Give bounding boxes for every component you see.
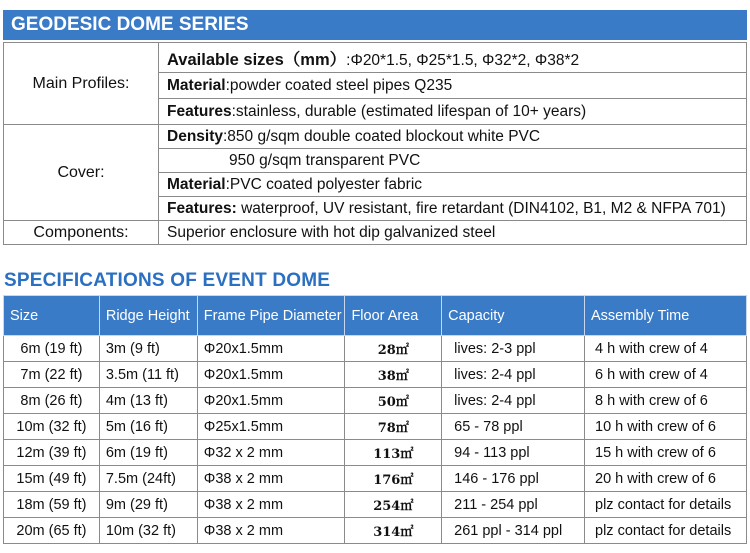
table-row [4,414,747,440]
cell-assembly-time: 6 h with crew of 4 [585,362,747,388]
cell-pipe-diameter: Φ20x1.5mm [197,336,345,362]
cell-ridge-height: 5m (16 ft) [99,414,197,440]
cell-ridge-height: 3m (9 ft) [99,336,197,362]
cell-floor-area: 78㎡ [345,414,442,440]
cell-pipe-diameter: Φ38 x 2 mm [197,492,345,518]
cell-ridge-height: 10m (32 ft) [99,518,197,544]
cell-size: 12m (39 ft) [4,440,100,466]
cell-assembly-time: plz contact for details [585,492,747,518]
cell-assembly-time: plz contact for details [585,518,747,544]
cell-floor-area: 314㎡ [345,518,442,544]
geodesic-table [3,42,747,245]
table-row [4,466,747,492]
cell-capacity: lives: 2-4 ppl [442,362,585,388]
cell-size: 8m (26 ft) [4,388,100,414]
cell-ridge-height: 7.5m (24ft) [99,466,197,492]
material-row [159,73,747,99]
cell-pipe-diameter: Φ25x1.5mm [197,414,345,440]
cell-capacity: 94 - 113 ppl [442,440,585,466]
cell-floor-area: 50㎡ [345,388,442,414]
cell-assembly-time: 8 h with crew of 6 [585,388,747,414]
cell-assembly-time: 15 h with crew of 6 [585,440,747,466]
cell-floor-area: 28㎡ [345,336,442,362]
table-row [4,440,747,466]
cell-size: 18m (59 ft) [4,492,100,518]
cell-size: 7m (22 ft) [4,362,100,388]
cell-capacity: lives: 2-4 ppl [442,388,585,414]
cover-label: Cover: [4,125,159,221]
cell-assembly-time: 20 h with crew of 6 [585,466,747,492]
cell-pipe-diameter: Φ38 x 2 mm [197,466,345,492]
cell-floor-area: 254㎡ [345,492,442,518]
components-label: Components: [4,221,159,245]
cover-features-value: waterproof, UV resistant, fire retardant (DIN4102, B1, M2 & NFPA 701) [236,199,726,217]
features-value: :stainless, durable (estimated lifespan of 10+ years) [231,102,587,120]
table-row [4,492,747,518]
cover-features-key: Features: [167,199,237,217]
cover-material-value: :PVC coated polyester fabric [225,175,423,193]
sizes-value: :Φ20*1.5, Φ25*1.5, Φ32*2, Φ38*2 [346,51,580,69]
header-frame-pipe-diameter: Frame Pipe Diameter [197,296,345,336]
sizes-row [159,43,747,73]
header-floor-area: Floor Area [345,296,442,336]
cell-size: 6m (19 ft) [4,336,100,362]
table-row [4,336,747,362]
cell-size: 15m (49 ft) [4,466,100,492]
cell-ridge-height: 3.5m (11 ft) [99,362,197,388]
table-row [4,518,747,544]
cell-ridge-height: 4m (13 ft) [99,388,197,414]
header-assembly-time: Assembly Time [585,296,747,336]
cover-material-key: Material [167,175,226,193]
sizes-key: Available sizes（mm） [167,50,347,69]
table-row [4,362,747,388]
cell-floor-area: 113㎡ [345,440,442,466]
cell-ridge-height: 6m (19 ft) [99,440,197,466]
components-value: Superior enclosure with hot dip galvanized steel [159,221,747,245]
cover-features-row [159,197,747,221]
header-size: Size [4,296,100,336]
spec-table [3,295,747,544]
cell-size: 20m (65 ft) [4,518,100,544]
density-row-2: 950 g/sqm transparent PVC [159,149,747,173]
features-row [159,99,747,125]
header-capacity: Capacity [442,296,585,336]
density-row [159,125,747,149]
material-value: :powder coated steel pipes Q235 [225,76,453,94]
features-key: Features [167,102,232,120]
header-ridge-height: Ridge Height [99,296,197,336]
cell-capacity: 261 ppl - 314 ppl [442,518,585,544]
density-value: :850 g/sqm double coated blockout white PVC [223,127,541,145]
spec-header-row [4,296,747,336]
cell-pipe-diameter: Φ20x1.5mm [197,362,345,388]
material-key: Material [167,76,226,94]
cover-material-row [159,173,747,197]
cell-pipe-diameter: Φ38 x 2 mm [197,518,345,544]
cell-ridge-height: 9m (29 ft) [99,492,197,518]
table-row [4,388,747,414]
cell-size: 10m (32 ft) [4,414,100,440]
cell-capacity: 146 - 176 ppl [442,466,585,492]
cell-pipe-diameter: Φ32 x 2 mm [197,440,345,466]
main-profiles-label: Main Profiles: [4,43,159,125]
density-key: Density [167,127,223,145]
geodesic-title: GEODESIC DOME SERIES [3,10,747,40]
cell-assembly-time: 4 h with crew of 4 [585,336,747,362]
cell-floor-area: 38㎡ [345,362,442,388]
spec-title: SPECIFICATIONS OF EVENT DOME [4,270,331,291]
cell-capacity: lives: 2-3 ppl [442,336,585,362]
cell-assembly-time: 10 h with crew of 6 [585,414,747,440]
cell-capacity: 65 - 78 ppl [442,414,585,440]
cell-floor-area: 176㎡ [345,466,442,492]
cell-pipe-diameter: Φ20x1.5mm [197,388,345,414]
cell-capacity: 211 - 254 ppl [442,492,585,518]
